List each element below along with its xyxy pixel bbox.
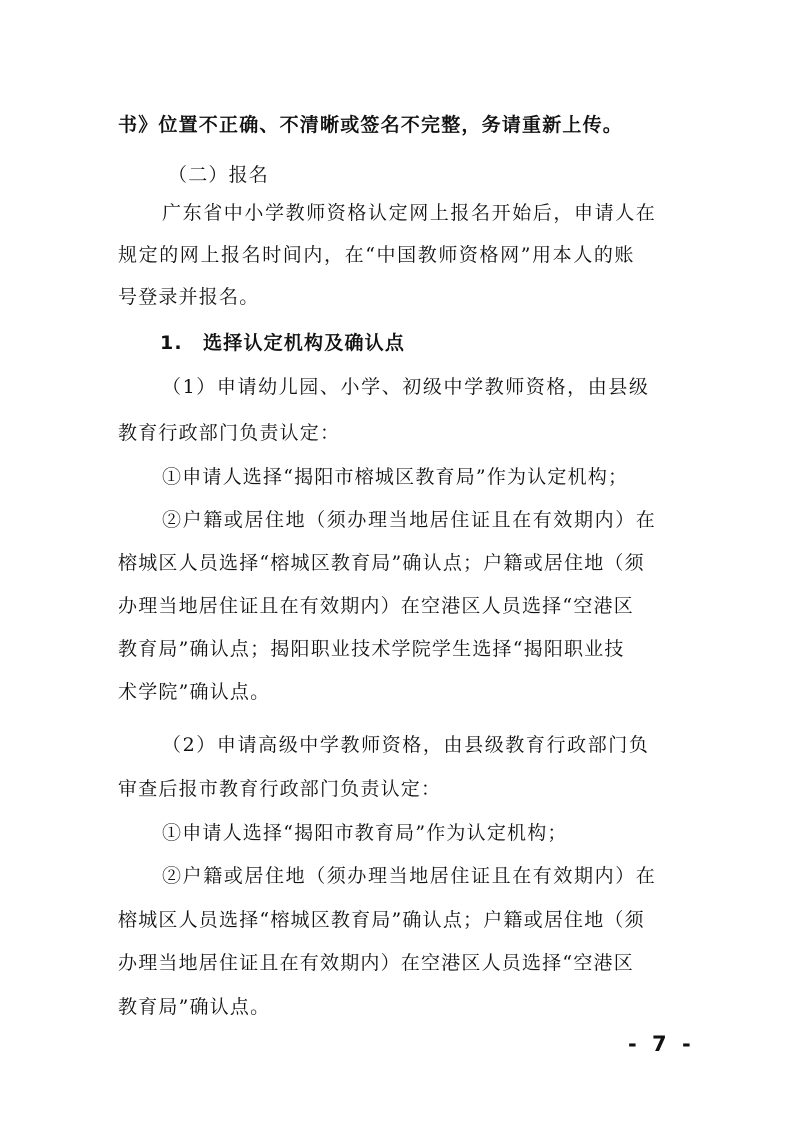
paragraph-line: 号登录并报名。 — [118, 286, 260, 308]
paragraph-line: 教育局”确认点。 — [118, 996, 271, 1018]
paragraph-line: 书》位置不正确、不清晰或签名不完整，务请重新上传。 — [118, 114, 624, 136]
paragraph-line: 办理当地居住证且在有效期内）在空港区人员选择“空港区 — [118, 952, 634, 974]
section-heading: （二）报名 — [168, 164, 270, 186]
paragraph-line: （1）申请幼儿园、小学、初级中学教师资格，由县级 — [162, 376, 650, 398]
paragraph-line: （2）申请高级中学教师资格，由县级教育行政部门负 — [162, 734, 650, 756]
subsection-heading: 1. 选择认定机构及确认点 — [160, 332, 406, 354]
paragraph-line: 规定的网上报名时间内，在“中国教师资格网”用本人的账 — [118, 244, 636, 266]
paragraph-line: 教育局”确认点；揭阳职业技术学院学生选择“揭阳职业技 — [118, 638, 625, 660]
list-item: ②户籍或居住地（须办理当地居住证且在有效期内）在 — [162, 509, 657, 531]
paragraph-line: 榕城区人员选择“榕城区教育局”确认点；户籍或居住地（须 — [118, 552, 645, 574]
list-item: ①申请人选择“揭阳市榕城区教育局”作为认定机构； — [162, 466, 629, 488]
paragraph-line: 术学院”确认点。 — [118, 681, 271, 703]
page-number: - 7 - — [628, 1032, 695, 1056]
paragraph-line: 办理当地居住证且在有效期内）在空港区人员选择“空港区 — [118, 595, 634, 617]
list-item: ①申请人选择“揭阳市教育局”作为认定机构； — [162, 822, 568, 844]
paragraph-line: 榕城区人员选择“榕城区教育局”确认点；户籍或居住地（须 — [118, 909, 645, 931]
paragraph-line: 教育行政部门负责认定： — [118, 422, 341, 444]
list-item: ②户籍或居住地（须办理当地居住证且在有效期内）在 — [162, 865, 657, 887]
paragraph-line: 审查后报市教育行政部门负责认定： — [118, 778, 442, 800]
paragraph-line: 广东省中小学教师资格认定网上报名开始后，申请人在 — [162, 202, 657, 224]
